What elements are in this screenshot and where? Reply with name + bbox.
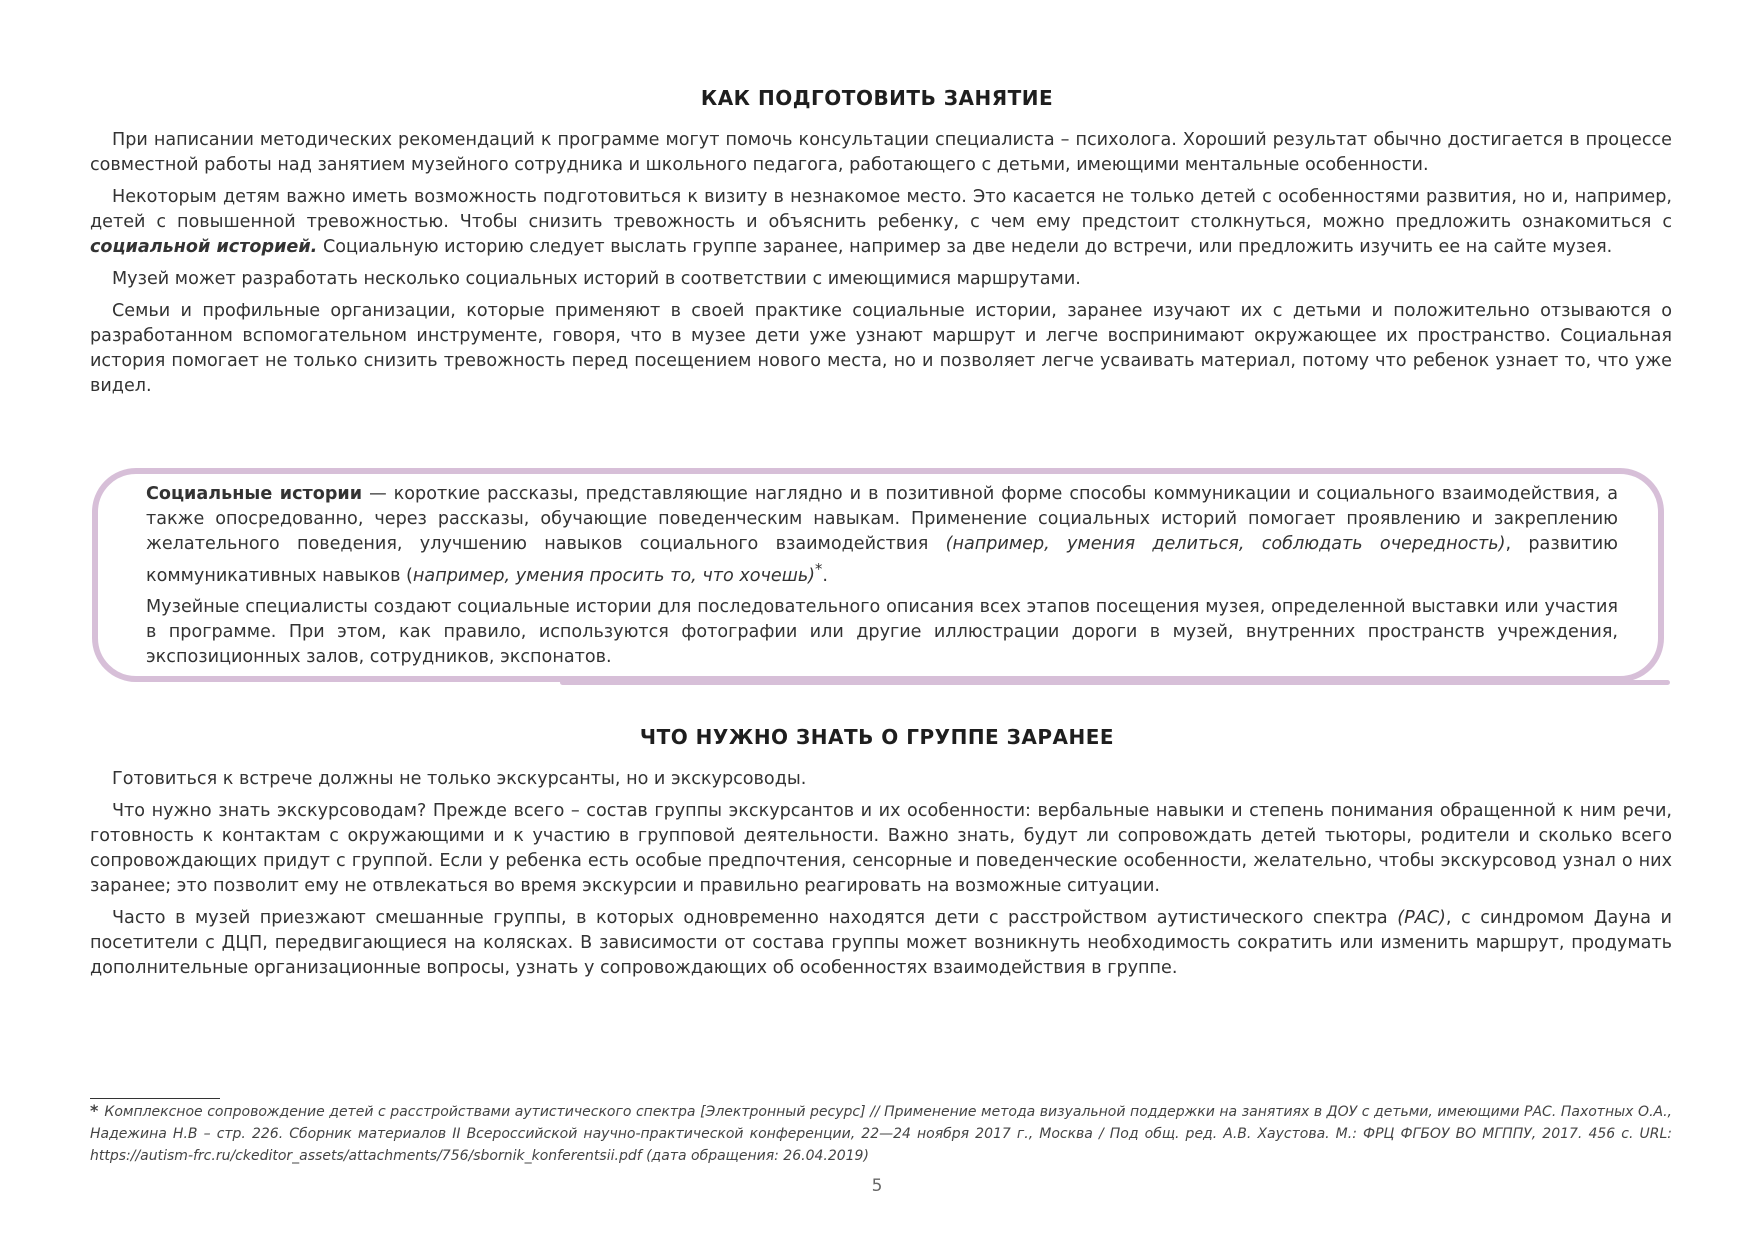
paragraph: Семьи и профильные организации, которые применяют в своей практике социальные истории, заранее изучают их с детьми и положительно отзываются о разработанном вспомогательном инструменте, говоря, что в музее дети уже узнают маршрут и легче воспринимают окружающее их пространство. Социальная история помогает не только снизить тревожность перед посещением нового места, но и позволяет легче усваивать материал, потому что ребенок узнает то, что уже видел. xyxy=(90,301,1672,396)
text-run: , с синдромом Дауна и посетители с ДЦП, передвигающиеся на колясках. В зависимости от состава группы может возникнуть необходимость сократить или изменить маршрут, продумать дополнительные организационные вопросы, узнать у сопровождающих об особенностях взаимодействия в группе. xyxy=(90,908,1672,978)
text-run: Некоторым детям важно иметь возможность подготовиться к визиту в незнакомое место. Это касается не только детей с особенностями развития, но и, например, детей с повышенной тревожностью. Чтобы снизить тревожность и объяснить ребенку, с чем ему предстоит столкнуться, можно предложить ознакомиться с xyxy=(90,187,1672,232)
section-title-prepare-lesson: КАК ПОДГОТОВИТЬ ЗАНЯТИЕ xyxy=(700,86,1054,110)
paragraph: Музей может разработать несколько социальных историй в соответствии с имеющимися маршрутами. xyxy=(112,269,1081,289)
footnote-reference[interactable]: * xyxy=(815,561,823,578)
text-run: — короткие рассказы, представляющие наглядно и в позитивной форме способы коммуникации и социального взаимодействия, а также опосредованно, через рассказы, обучающие поведенческим навыкам. Применение социальных историй помогает проявлению и закреплению желательного поведения, улучшению навыков социального взаимодействия xyxy=(146,484,1618,554)
example-text: (например, умения делиться, соблюдать очередность) xyxy=(945,534,1506,554)
callout-term: Социальные истории xyxy=(146,484,363,504)
section-prepare-lesson-body xyxy=(90,128,1672,399)
paragraph-mixed-groups xyxy=(90,906,1672,981)
section-title-know-group: ЧТО НУЖНО ЗНАТЬ О ГРУППЕ ЗАРАНЕЕ xyxy=(639,725,1115,749)
callout-brush-stroke xyxy=(560,680,1670,685)
text-run: . xyxy=(822,565,828,586)
abbreviation: (РАС) xyxy=(1397,908,1446,928)
text-run: , развитию коммуникативных навыков ( xyxy=(146,534,1618,586)
callout-paragraph: Музейные специалисты создают социальные истории для последовательного описания всех этапов посещения музея, определенной выставки или участия в программе. При этом, как правило, используются фотографии или другие иллюстрации дороги в музей, внутренних пространств учреждения, экспозиционных залов, сотрудников, экспонатов. xyxy=(146,596,1618,667)
paragraph: Что нужно знать экскурсоводам? Прежде всего – состав группы экскурсантов и их особенности: вербальные навыки и степень понимания обращенной к ним речи, готовность к контактам с окружающими и к участию в групповой деятельности. Важно знать, будут ли сопровождать детей тьюторы, родители и сколько всего сопровождающих придут с группой. Если у ребенка есть особые предпочтения, сенсорные и поведенческие особенности, желательно, чтобы экскурсовод узнал о них заранее; это позволит ему не отвлекаться во время экскурсии и правильно реагировать на возможные ситуации. xyxy=(90,801,1672,896)
footnote-text: Комплексное сопровождение детей с расстройствами аутистического спектра [Электронный ресурс] // Применение метода визуальной поддержки на занятиях в ДОУ с детьми, имеющими РАС. Пахотных О.А., Надежина Н.В – стр. 226. Сборник материалов II Всероссийской научно-практической конференции, 22—24 ноября 2017 г., Москва / Под общ. ред. А.В. Хаустова. М.: ФРЦ ФГБОУ ВО МГППУ, 2017. 456 с. URL: https://autism-frc.ru/ckeditor_assets/attachments/756/sbornik_konferentsii.pdf (дата обращения: 26.04.2019) xyxy=(90,1104,1672,1164)
paragraph: Готовиться к встрече должны не только экскурсанты, но и экскурсоводы. xyxy=(112,769,807,789)
callout-definition xyxy=(146,482,1618,589)
callout-social-stories xyxy=(146,482,1618,676)
text-run: Часто в музей приезжают смешанные группы, в которых одновременно находятся дети с расстройством аутистического спектра xyxy=(112,908,1398,928)
section-know-group-body xyxy=(90,767,1672,981)
text-run: Социальную историю следует выслать группе заранее, например за две недели до встречи, или предложить изучить ее на сайте музея. xyxy=(317,237,1613,257)
footnote-mark: * xyxy=(90,1101,99,1120)
paragraph: При написании методических рекомендаций к программе могут помочь консультации специалиста – психолога. Хороший результат обычно достигается в процессе совместной работы над занятием музейного сотрудника и школьного педагога, работающего с детьми, имеющими ментальные особенности. xyxy=(90,130,1672,175)
example-text: например, умения просить то, что хочешь) xyxy=(412,565,816,586)
footnote xyxy=(90,1100,1672,1167)
page-number: 5 xyxy=(871,1176,883,1196)
paragraph-social-story xyxy=(90,185,1672,260)
footnote-divider xyxy=(90,1098,220,1099)
emphasis-social-story: социальной историей. xyxy=(90,237,318,257)
